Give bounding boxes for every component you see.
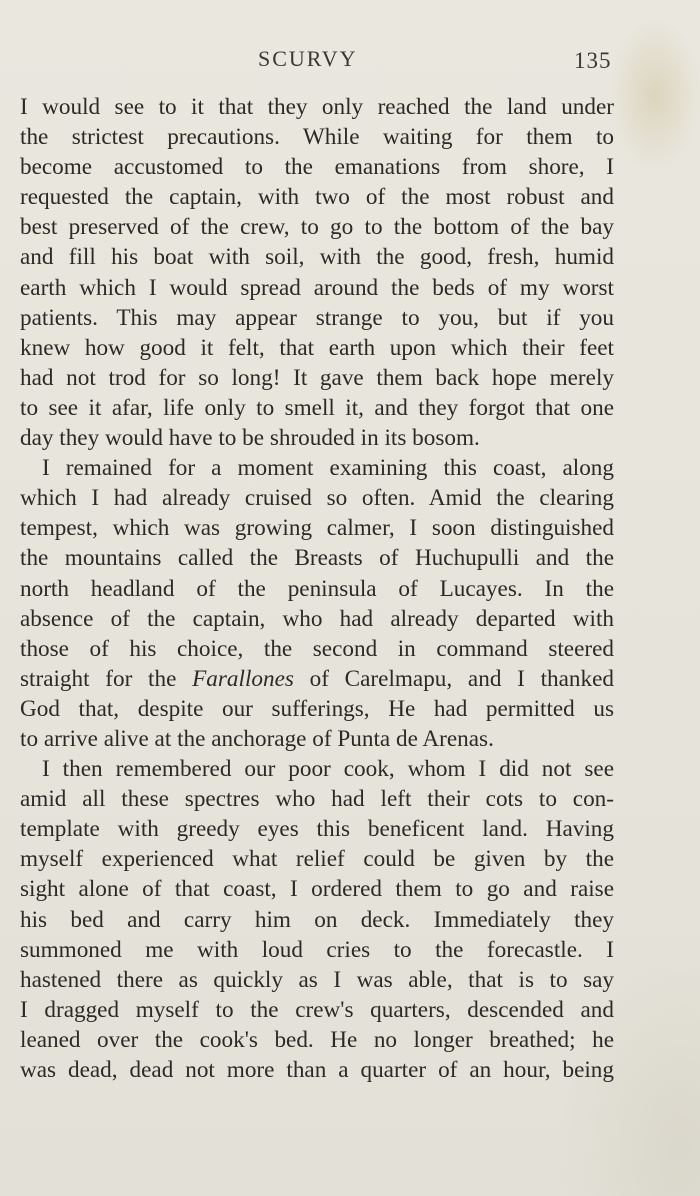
text-line: and fill his boat with soil, with the good, fresh, humid: [20, 244, 614, 271]
text-line: to see it afar, life only to smell it, and they forgot that one: [20, 394, 614, 421]
text-segment: of Carelmapu, and I thanked: [309, 665, 614, 692]
text-line: knew how good it felt, that earth upon which their feet: [20, 334, 614, 361]
text-segment: straight for the: [20, 665, 177, 692]
text-line: become accustomed to the emanations from shore, I: [20, 154, 614, 181]
text-line: I would see to it that they only reached the land under: [20, 94, 614, 120]
text-line: sight alone of that coast, I ordered them to go and raise: [20, 876, 614, 903]
text-line: tempest, which was growing calmer, I soon distinguished: [20, 515, 614, 542]
text-line: north headland of the peninsula of Lucayes. In the: [20, 575, 614, 602]
text-line: leaned over the cook's bed. He no longer breathed; he: [20, 1026, 614, 1053]
italic-term: Farallones: [192, 665, 294, 692]
paragraph-last-line: to arrive alive at the anchorage of Punta de Arenas.: [20, 725, 494, 752]
text-line: summoned me with loud cries to the forecastle. I: [20, 936, 614, 963]
text-line: God that, despite our sufferings, He had permitted us: [20, 695, 614, 722]
text-line: those of his choice, the second in command steered: [20, 635, 614, 662]
text-line: absence of the captain, who had already departed with: [20, 605, 614, 632]
text-line: hastened there as quickly as I was able, that is to say: [20, 966, 614, 993]
text-line: patients. This may appear strange to you, but if you: [20, 304, 614, 331]
paragraph-last-line: day they would have to be shrouded in its bosom.: [20, 425, 480, 452]
text-line: the strictest precautions. While waiting for them to: [20, 124, 614, 151]
text-line: his bed and carry him on deck. Immediately they: [20, 906, 614, 933]
text-line: amid all these spectres who had left their cots to con-: [20, 786, 614, 813]
paragraph-first-line: I then remembered our poor cook, whom I did not see: [42, 756, 614, 783]
text-line: earth which I would spread around the beds of my worst: [20, 274, 614, 301]
body-text: [20, 92, 614, 1085]
text-line: template with greedy eyes this beneficent land. Having: [20, 816, 614, 843]
paragraph-first-line: I remained for a moment examining this coast, along: [42, 455, 614, 482]
text-line: which I had already cruised so often. Amid the clearing: [20, 485, 614, 512]
text-line: I dragged myself to the crew's quarters, descended and: [20, 996, 614, 1023]
text-line: requested the captain, with two of the most robust and: [20, 184, 614, 211]
page-number: 135: [574, 48, 612, 73]
text-line: had not trod for so long! It gave them back hope merely: [20, 364, 614, 391]
text-line: was dead, dead not more than a quarter of an hour, being: [20, 1057, 614, 1083]
running-head: [0, 46, 700, 78]
text-line: best preserved of the crew, to go to the bottom of the bay: [20, 214, 614, 241]
running-title: SCURVY: [258, 46, 358, 71]
text-line: the mountains called the Breasts of Huchupulli and the: [20, 545, 614, 572]
text-line-with-italic: [20, 664, 614, 694]
text-line: myself experienced what relief could be given by the: [20, 846, 614, 873]
